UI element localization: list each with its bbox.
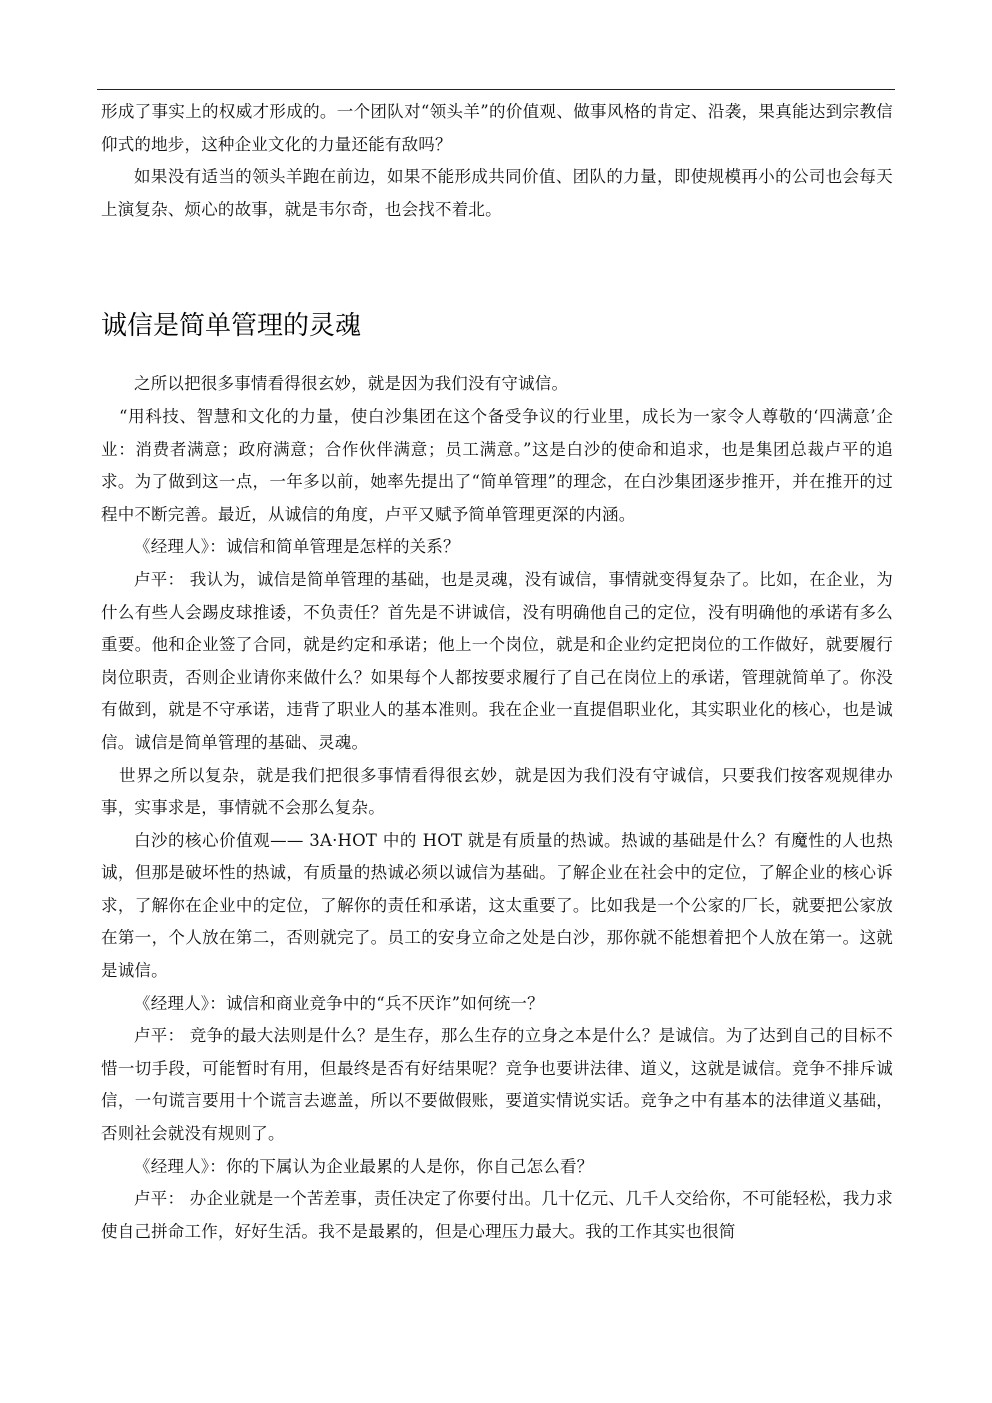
interview-answer: 卢平： 竞争的最大法则是什么？是生存，那么生存的立身之本是什么？是诚信。为了达到自己的目标不惜一切手段，可能暂时有用，但最终是否有好结果呢？竞争也要讲法律、道义，这就是诚信。竞争不排斥诚信，一句谎言要用十个谎言去遮盖，所以不要做假账，要道实情说实话。竞争之中有基本的法律道义基础，否则社会就没有规则了。 bbox=[101, 1026, 893, 1144]
paragraph: 白沙的核心价值观—— 3A·HOT 中的 HOT 就是有质量的热诚。热诚的基础是什么？有魔性的人也热诚，但那是破坏性的热诚，有质量的热诚必须以诚信为基础。了解企业在社会中的定位，了解企业的核心诉求，了解你在企业中的定位，了解你的责任和承诺，这太重要了。比如我是一个公家的厂长，就要把公家放在第一，个人放在第二，否则就完了。员工的安身立命之处是白沙，那你就不能想着把个人放在第一。这就是诚信。 bbox=[101, 830, 893, 981]
interview-answer: 卢平： 我认为，诚信是简单管理的基础，也是灵魂，没有诚信，事情就变得复杂了。比如，在企业，为什么有些人会踢皮球推诿，不负责任？首先是不讲诚信，没有明确他自己的定位，没有明确他的承诺有多么重要。他和企业签了合同，就是约定和承诺；他上一个岗位，就是和企业约定把岗位的工作做好，就要履行岗位职责，否则企业请你来做什么？如果每个人都按要求履行了自己在岗位上的承诺，管理就简单了。你没有做到，就是不守承诺，违背了职业人的基本准则。我在企业一直提倡职业化，其实职业化的核心，也是诚信。诚信是简单管理的基础、灵魂。 bbox=[101, 569, 893, 752]
interview-answer: 卢平： 办企业就是一个苦差事，责任决定了你要付出。几十亿元、几千人交给你，不可能轻松，我力求使自己拼命工作，好好生活。我不是最累的，但是心理压力最大。我的工作其实也很简 bbox=[101, 1189, 893, 1241]
interview-question: 《经理人》：诚信和商业竞争中的“兵不厌诈”如何统一？ bbox=[134, 993, 544, 1013]
paragraph: 世界之所以复杂，就是我们把很多事情看得很玄妙，就是因为我们没有守诚信，只要我们按客观规律办事，实事求是，事情就不会那么复杂。 bbox=[101, 765, 893, 818]
interview-question: 《经理人》：诚信和简单管理是怎样的关系？ bbox=[134, 537, 460, 557]
interview-question: 《经理人》：你的下属认为企业最累的人是你，你自己怎么看？ bbox=[134, 1156, 594, 1176]
section-title: 诚信是简单管理的灵魂 bbox=[101, 311, 362, 342]
paragraph-continued: 形成了事实上的权威才形成的。一个团队对“领头羊”的价值观、做事风格的肯定、沿袭，果真能达到宗教信仰式的地步，这种企业文化的力量还能有敌吗？ bbox=[101, 102, 893, 154]
paragraph: “用科技、智慧和文化的力量，使白沙集团在这个备受争议的行业里，成长为一家令人尊敬的‘四满意’企业：消费者满意；政府满意；合作伙伴满意；员工满意。”这是白沙的使命和追求，也是集团总裁卢平的追求。为了做到这一点，一年多以前，她率先提出了“简单管理”的理念，在白沙集团逐步推开，并在推开的过程中不断完善。最近，从诚信的角度，卢平又赋予简单管理更深的内涵。 bbox=[101, 406, 893, 524]
document-page bbox=[101, 96, 893, 1248]
header-rule bbox=[97, 89, 895, 90]
paragraph: 之所以把很多事情看得很玄妙，就是因为我们没有守诚信。 bbox=[134, 374, 569, 394]
paragraph: 如果没有适当的领头羊跑在前边，如果不能形成共同价值、团队的力量，即使规模再小的公司也会每天上演复杂、烦心的故事，就是韦尔奇，也会找不着北。 bbox=[101, 167, 893, 219]
